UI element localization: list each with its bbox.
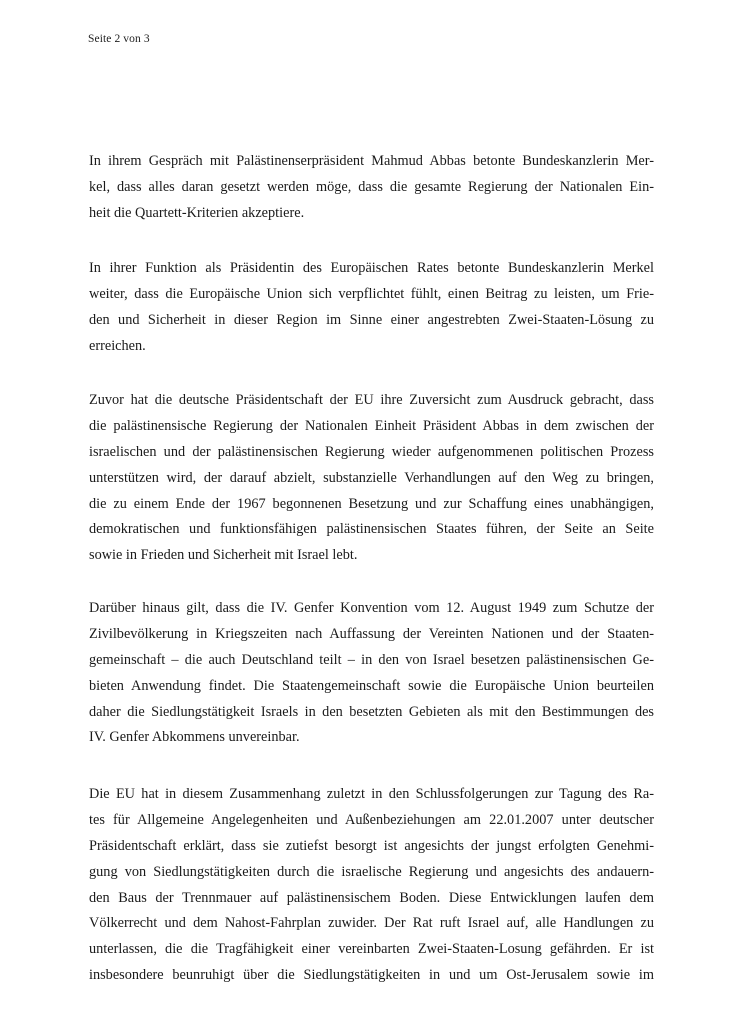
text-line: daher die Siedlungstätigkeit Israels in den besetzten Gebieten als mit den Bestimmungen des — [89, 703, 654, 720]
paragraph-geneva-convention — [89, 596, 654, 751]
text-line: israelischen und der palästinensischen Regierung wieder aufgenommenen politischen Prozess — [89, 443, 654, 460]
text-line: die palästinensische Regierung der Nationalen Einheit Präsident Abbas in dem zwischen der — [89, 417, 654, 434]
text-line: gung von Siedlungstätigkeiten durch die israelische Regierung und angesichts des andauern- — [89, 863, 654, 880]
text-line: unterstützen wird, der darauf abzielt, substanzielle Verhandlungen auf den Weg zu bringen, — [89, 469, 654, 486]
text-line: weiter, dass die Europäische Union sich verpflichtet fühlt, einen Beitrag zu leisten, um Frie- — [89, 285, 654, 302]
text-line: gemeinschaft – die auch Deutschland teilt – in den von Israel besetzen palästinensischen Ge- — [89, 651, 654, 668]
text-line: Die EU hat in diesem Zusammenhang zuletzt in den Schlussfolgerungen zur Tagung des Ra- — [89, 786, 654, 802]
text-line: unterlassen, die die Tragfähigkeit einer vereinbarten Zwei-Staaten-Losung gefährden. Er ist — [89, 941, 654, 958]
text-line: erreichen. — [89, 337, 146, 354]
text-line: Präsidentschaft erklärt, dass sie zutiefst besorgt ist angesichts der jungst erfolgten Genehmi- — [89, 837, 654, 854]
text-line: Völkerrecht und dem Nahost-Fahrplan zuwider. Der Rat ruft Israel auf, alle Handlungen zu — [89, 915, 654, 932]
paragraph-eu-council-conclusions — [89, 782, 654, 989]
paragraph-eu-council-role — [89, 256, 654, 360]
text-line: kel, dass alles daran gesetzt werden möge, dass die gesamte Regierung der Nationalen Ein- — [89, 178, 654, 195]
text-line: Zuvor hat die deutsche Präsidentschaft der EU ihre Zuversicht zum Ausdruck gebracht, dass — [89, 392, 654, 408]
text-line: demokratischen und funktionsfähigen palästinensischen Staates führen, der Seite an Seite — [89, 521, 654, 538]
paragraph-eu-presidency-confidence — [89, 388, 654, 569]
text-line: insbesondere beunruhigt über die Siedlungstätigkeiten in und um Ost-Jerusalem sowie im — [89, 967, 654, 984]
text-line: In ihrer Funktion als Präsidentin des Europäischen Rates betonte Bundeskanzlerin Merkel — [89, 260, 654, 276]
text-line: Darüber hinaus gilt, dass die IV. Genfer Konvention vom 12. August 1949 zum Schutze der — [89, 600, 654, 616]
text-line: Zivilbevölkerung in Kriegszeiten nach Auffassung der Vereinten Nationen und der Staaten- — [89, 625, 654, 642]
text-line: die zu einem Ende der 1967 begonnenen Besetzung und zur Schaffung eines unabhängigen, — [89, 495, 654, 512]
page-number-label: Seite 2 von 3 — [88, 33, 150, 45]
text-line: tes für Allgemeine Angelegenheiten und Außenbeziehungen am 22.01.2007 unter deutscher — [89, 811, 654, 828]
text-line: heit die Quartett-Kriterien akzeptiere. — [89, 204, 305, 221]
text-line: sowie in Frieden und Sicherheit mit Israel lebt. — [89, 547, 358, 564]
text-line: den Baus der Trennmauer auf palästinensischem Boden. Diese Entwicklungen laufen dem — [89, 889, 654, 906]
text-line: bieten Anwendung findet. Die Staatengemeinschaft sowie die Europäische Union beurteilen — [89, 677, 654, 694]
text-line: den und Sicherheit in dieser Region im Sinne einer angestrebten Zwei-Staaten-Lösung zu — [89, 311, 654, 328]
text-line: In ihrem Gespräch mit Palästinenserpräsident Mahmud Abbas betonte Bundeskanzlerin Mer- — [89, 153, 654, 169]
text-line: IV. Genfer Abkommens unvereinbar. — [89, 729, 300, 746]
paragraph-abbas-talk — [89, 149, 654, 227]
